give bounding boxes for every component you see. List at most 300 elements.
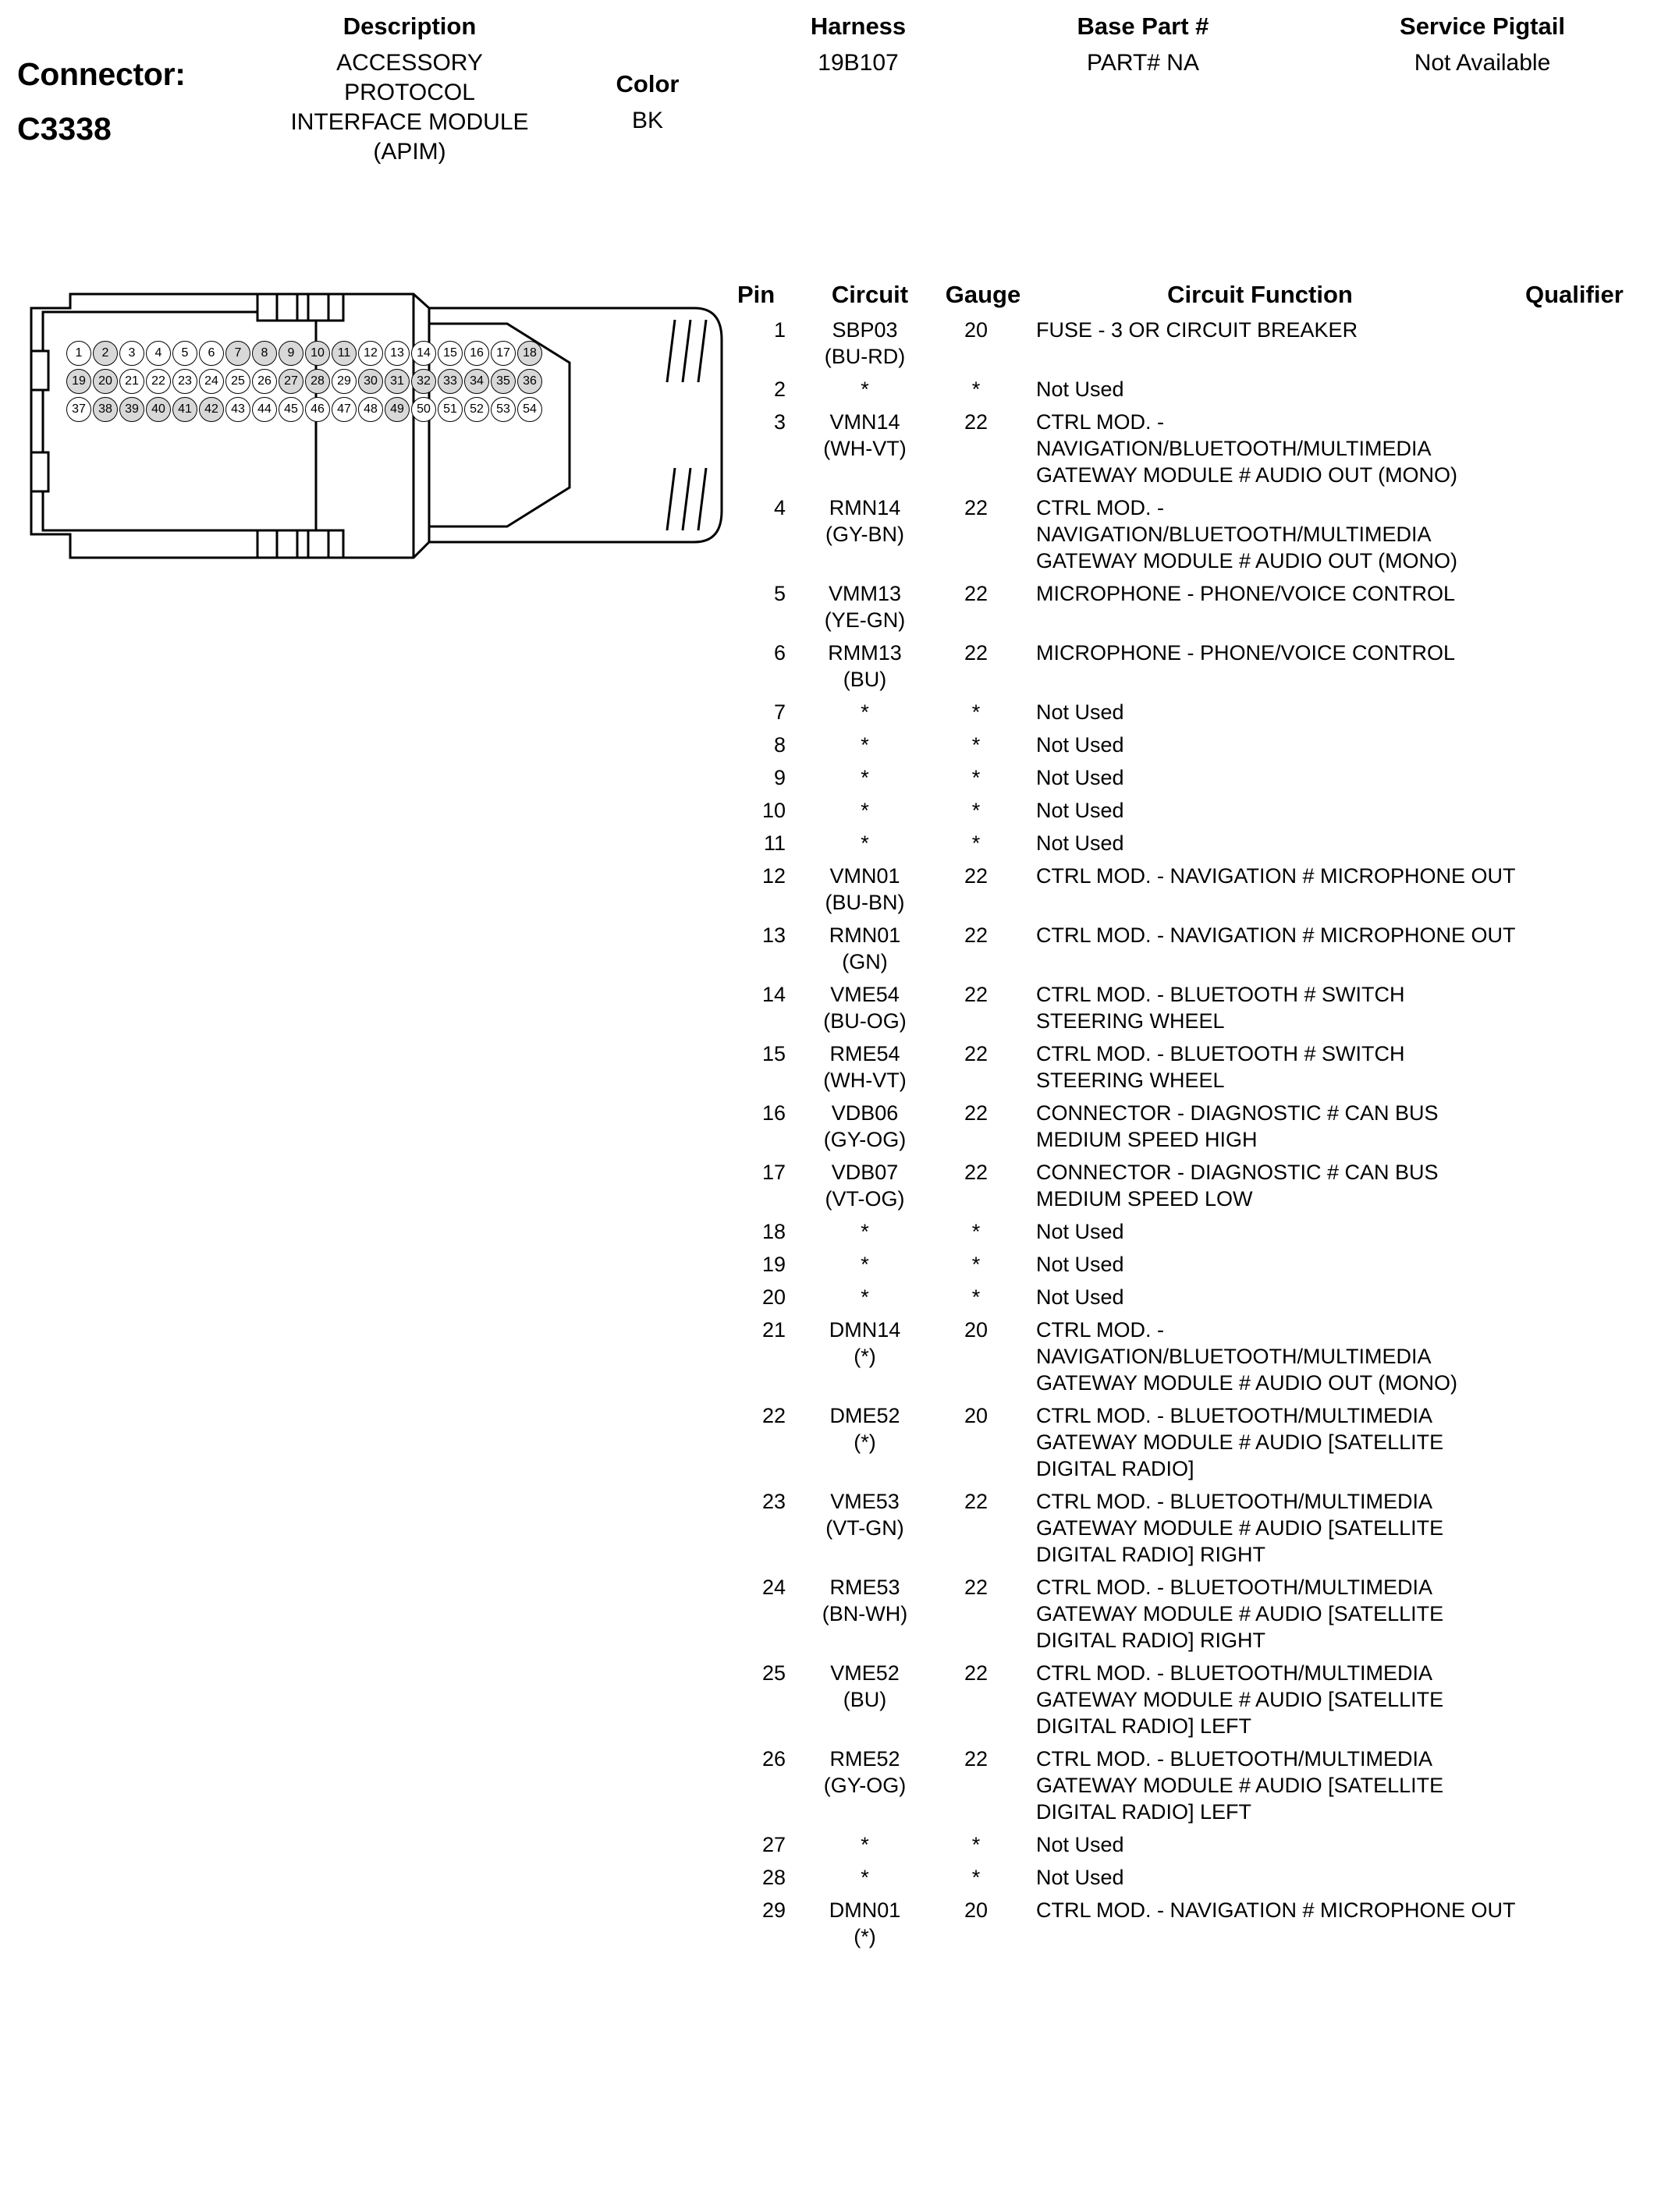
pin-23[interactable]: 23 xyxy=(172,369,197,394)
service-pigtail-value: Not Available xyxy=(1414,50,1551,76)
table-row xyxy=(737,830,1642,856)
pin-33[interactable]: 33 xyxy=(438,369,463,394)
cell-pin: 1 xyxy=(773,318,786,342)
circuit-color: (YE-GN) xyxy=(824,608,906,632)
cell-circuit-function: FUSE - 3 OR CIRCUIT BREAKER xyxy=(1036,318,1358,342)
page-header xyxy=(0,0,1654,226)
cell-qualifier xyxy=(1517,1218,1642,1245)
pin-43[interactable]: 43 xyxy=(225,397,250,422)
pin-19[interactable]: 19 xyxy=(66,369,91,394)
circuit-color: (BU-BN) xyxy=(825,891,905,914)
pin-table-body xyxy=(737,317,1642,1950)
cell-qualifier xyxy=(1517,1159,1642,1212)
cell-qualifier xyxy=(1517,1746,1642,1825)
cell-qualifier xyxy=(1517,640,1642,693)
pin-47[interactable]: 47 xyxy=(332,397,357,422)
circuit-color: (*) xyxy=(854,1345,876,1368)
cell-circuit-function: Not Used xyxy=(1036,1220,1124,1243)
pin-50[interactable]: 50 xyxy=(411,397,436,422)
cell-circuit-function: CTRL MOD. - BLUETOOTH # SWITCH STEERING WHEEL xyxy=(1036,983,1405,1033)
base-part-column xyxy=(1014,12,1272,78)
cell-circuit-function: CTRL MOD. - NAVIGATION/BLUETOOTH/MULTIMEDIA GATEWAY MODULE # AUDIO OUT (MONO) xyxy=(1036,410,1458,487)
pin-30[interactable]: 30 xyxy=(358,369,383,394)
header-gauge: Gauge xyxy=(945,281,1021,308)
header-circuit: Circuit xyxy=(831,281,909,308)
cell-circuit xyxy=(797,699,933,725)
circuit-code: VDB07 xyxy=(831,1161,899,1184)
cell-pin: 2 xyxy=(773,378,786,401)
cell-pin: 29 xyxy=(761,1898,786,1922)
pin-16[interactable]: 16 xyxy=(464,341,489,366)
cell-qualifier xyxy=(1517,922,1642,975)
cell-qualifier xyxy=(1517,1864,1642,1891)
cell-circuit-function: Not Used xyxy=(1036,831,1124,855)
cell-pin: 16 xyxy=(761,1101,786,1125)
pin-48[interactable]: 48 xyxy=(358,397,383,422)
cell-qualifier xyxy=(1517,1040,1642,1094)
cell-circuit xyxy=(797,409,933,488)
cell-qualifier xyxy=(1517,580,1642,633)
cell-qualifier xyxy=(1517,732,1642,758)
cell-gauge: * xyxy=(971,733,981,757)
circuit-code: RMN14 xyxy=(829,496,901,519)
cell-gauge: * xyxy=(971,700,981,724)
pin-51[interactable]: 51 xyxy=(438,397,463,422)
cell-pin: 5 xyxy=(773,582,786,605)
connector-id: C3338 xyxy=(17,111,112,147)
circuit-code: RME53 xyxy=(829,1576,900,1599)
cell-pin: 20 xyxy=(761,1285,786,1309)
cell-gauge: 20 xyxy=(964,1404,988,1427)
cell-qualifier xyxy=(1517,1897,1642,1950)
cell-circuit xyxy=(797,764,933,791)
table-row xyxy=(737,640,1642,693)
circuit-color: (GY-BN) xyxy=(825,523,904,546)
cell-gauge: 22 xyxy=(964,864,988,888)
pin-36[interactable]: 36 xyxy=(517,369,542,394)
cell-gauge: 20 xyxy=(964,318,988,342)
cell-gauge: * xyxy=(971,1220,981,1243)
pin-row xyxy=(66,341,544,369)
pin-17[interactable]: 17 xyxy=(491,341,516,366)
cell-pin: 8 xyxy=(773,733,786,757)
cell-circuit xyxy=(797,580,933,633)
service-pigtail-title: Service Pigtail xyxy=(1400,12,1565,40)
circuit-code: * xyxy=(861,378,869,401)
pin-53[interactable]: 53 xyxy=(491,397,516,422)
cell-pin: 6 xyxy=(773,641,786,665)
cell-circuit-function: Not Used xyxy=(1036,1833,1124,1856)
pin-20[interactable]: 20 xyxy=(93,369,118,394)
pin-26[interactable]: 26 xyxy=(252,369,277,394)
cell-qualifier xyxy=(1517,317,1642,370)
connector-outline-svg xyxy=(23,277,749,581)
circuit-code: VME54 xyxy=(830,983,900,1006)
cell-qualifier xyxy=(1517,1317,1642,1396)
circuit-code: * xyxy=(861,1253,869,1276)
cell-pin: 25 xyxy=(761,1661,786,1685)
cell-circuit xyxy=(797,1251,933,1278)
cell-gauge: * xyxy=(971,1253,981,1276)
circuit-code: * xyxy=(861,831,869,855)
cell-qualifier xyxy=(1517,495,1642,574)
pin-8[interactable]: 8 xyxy=(252,341,277,366)
pin-row xyxy=(66,369,544,397)
pin-25[interactable]: 25 xyxy=(225,369,250,394)
circuit-code: DMN01 xyxy=(829,1898,901,1922)
pin-49[interactable]: 49 xyxy=(385,397,410,422)
cell-circuit-function: CTRL MOD. - NAVIGATION/BLUETOOTH/MULTIMEDIA GATEWAY MODULE # AUDIO OUT (MONO) xyxy=(1036,496,1458,572)
circuit-code: * xyxy=(861,1285,869,1309)
cell-gauge: * xyxy=(971,766,981,789)
circuit-code: DMN14 xyxy=(829,1318,901,1342)
cell-gauge: 22 xyxy=(964,641,988,665)
circuit-color: (BU) xyxy=(843,1688,887,1711)
cell-pin: 11 xyxy=(763,831,786,855)
pin-54[interactable]: 54 xyxy=(517,397,542,422)
table-row xyxy=(737,376,1642,402)
pin-40[interactable]: 40 xyxy=(146,397,171,422)
cell-circuit-function: CTRL MOD. - BLUETOOTH/MULTIMEDIA GATEWAY MODULE # AUDIO [SATELLITE DIGITAL RADIO] RIGHT xyxy=(1036,1576,1444,1652)
pin-42[interactable]: 42 xyxy=(199,397,224,422)
cell-circuit xyxy=(797,1159,933,1212)
pin-35[interactable]: 35 xyxy=(491,369,516,394)
cell-circuit-function: MICROPHONE - PHONE/VOICE CONTROL xyxy=(1036,582,1456,605)
circuit-color: (VT-OG) xyxy=(825,1187,905,1211)
cell-gauge: * xyxy=(971,1866,981,1889)
cell-gauge: 22 xyxy=(964,1576,988,1599)
table-row xyxy=(737,1864,1642,1891)
pin-12[interactable]: 12 xyxy=(358,341,383,366)
circuit-code: RME52 xyxy=(829,1747,900,1771)
pin-29[interactable]: 29 xyxy=(332,369,357,394)
pin-14[interactable]: 14 xyxy=(411,341,436,366)
circuit-color: (*) xyxy=(854,1925,876,1948)
table-row xyxy=(737,317,1642,370)
cell-circuit xyxy=(797,1864,933,1891)
cell-gauge: * xyxy=(971,831,981,855)
cell-circuit xyxy=(797,1488,933,1568)
cell-circuit xyxy=(797,1746,933,1825)
table-row xyxy=(737,580,1642,633)
table-row xyxy=(737,1100,1642,1153)
cell-circuit-function: Not Used xyxy=(1036,700,1124,724)
circuit-color: (VT-GN) xyxy=(825,1516,904,1540)
cell-circuit xyxy=(797,732,933,758)
pin-3[interactable]: 3 xyxy=(119,341,144,366)
cell-qualifier xyxy=(1517,1284,1642,1310)
base-part-value: PART# NA xyxy=(1087,50,1199,76)
cell-circuit xyxy=(797,1402,933,1482)
pin-13[interactable]: 13 xyxy=(385,341,410,366)
table-row xyxy=(737,495,1642,574)
cell-pin: 10 xyxy=(761,799,786,822)
cell-gauge: * xyxy=(971,378,981,401)
cell-pin: 3 xyxy=(773,410,786,434)
table-row xyxy=(737,1159,1642,1212)
circuit-code: * xyxy=(861,766,869,789)
pin-9[interactable]: 9 xyxy=(279,341,303,366)
pin-37[interactable]: 37 xyxy=(66,397,91,422)
cell-pin: 12 xyxy=(761,864,786,888)
cell-pin: 23 xyxy=(761,1490,786,1513)
circuit-code: RMM13 xyxy=(828,641,902,665)
cell-circuit xyxy=(797,1831,933,1858)
circuit-code: VDB06 xyxy=(831,1101,899,1125)
table-row xyxy=(737,764,1642,791)
cell-circuit-function: Not Used xyxy=(1036,378,1124,401)
pin-32[interactable]: 32 xyxy=(411,369,436,394)
table-row xyxy=(737,1897,1642,1950)
table-row xyxy=(737,732,1642,758)
circuit-code: DME52 xyxy=(829,1404,900,1427)
pin-10[interactable]: 10 xyxy=(305,341,330,366)
base-part-title: Base Part # xyxy=(1077,12,1209,40)
cell-circuit-function: Not Used xyxy=(1036,733,1124,757)
cell-pin: 28 xyxy=(761,1866,786,1889)
circuit-code: VMM13 xyxy=(828,582,902,605)
pin-38[interactable]: 38 xyxy=(93,397,118,422)
cell-gauge: 22 xyxy=(964,496,988,519)
cell-qualifier xyxy=(1517,830,1642,856)
pin-2[interactable]: 2 xyxy=(93,341,118,366)
cell-circuit xyxy=(797,1218,933,1245)
cell-pin: 21 xyxy=(761,1318,786,1342)
circuit-color: (BU-RD) xyxy=(824,345,906,368)
circuit-code: VMN01 xyxy=(829,864,900,888)
table-row xyxy=(737,1284,1642,1310)
circuit-code: VMN14 xyxy=(829,410,900,434)
circuit-code: VME52 xyxy=(830,1661,900,1685)
circuit-code: RME54 xyxy=(829,1042,900,1065)
cell-pin: 15 xyxy=(761,1042,786,1065)
table-row xyxy=(737,797,1642,824)
cell-pin: 26 xyxy=(761,1747,786,1771)
circuit-code: * xyxy=(861,1833,869,1856)
header-qualifier: Qualifier xyxy=(1525,281,1624,308)
pin-18[interactable]: 18 xyxy=(517,341,542,366)
cell-gauge: 22 xyxy=(964,923,988,947)
cell-qualifier xyxy=(1517,863,1642,916)
circuit-color: (GY-OG) xyxy=(823,1128,907,1151)
circuit-code: RMN01 xyxy=(829,923,901,947)
cell-circuit-function: CTRL MOD. - NAVIGATION # MICROPHONE OUT xyxy=(1036,923,1516,947)
table-row xyxy=(737,1831,1642,1858)
circuit-code: * xyxy=(861,733,869,757)
description-title: Description xyxy=(343,12,477,40)
cell-circuit-function: Not Used xyxy=(1036,799,1124,822)
cell-circuit-function: CTRL MOD. - NAVIGATION # MICROPHONE OUT xyxy=(1036,1898,1516,1922)
cell-qualifier xyxy=(1517,1402,1642,1482)
circuit-color: (WH-VT) xyxy=(823,1069,907,1092)
color-column xyxy=(577,70,718,136)
cell-circuit-function: CTRL MOD. - BLUETOOTH/MULTIMEDIA GATEWAY MODULE # AUDIO [SATELLITE DIGITAL RADIO] LEFT xyxy=(1036,1661,1444,1738)
cell-circuit-function: CTRL MOD. - BLUETOOTH/MULTIMEDIA GATEWAY MODULE # AUDIO [SATELLITE DIGITAL RADIO] LEFT xyxy=(1036,1747,1444,1824)
cell-qualifier xyxy=(1517,797,1642,824)
cell-gauge: 22 xyxy=(964,1161,988,1184)
table-row xyxy=(737,1402,1642,1482)
pin-5[interactable]: 5 xyxy=(172,341,197,366)
cell-circuit xyxy=(797,1100,933,1153)
cell-circuit xyxy=(797,1284,933,1310)
table-row xyxy=(737,1317,1642,1396)
cell-qualifier xyxy=(1517,764,1642,791)
table-row xyxy=(737,981,1642,1034)
service-pigtail-column xyxy=(1326,12,1638,78)
circuit-code: * xyxy=(861,1220,869,1243)
cell-circuit xyxy=(797,863,933,916)
pin-44[interactable]: 44 xyxy=(252,397,277,422)
cell-qualifier xyxy=(1517,699,1642,725)
cell-gauge: 22 xyxy=(964,983,988,1006)
table-row xyxy=(737,409,1642,488)
cell-circuit xyxy=(797,1660,933,1739)
cell-pin: 18 xyxy=(761,1220,786,1243)
pin-4[interactable]: 4 xyxy=(146,341,171,366)
cell-circuit xyxy=(797,922,933,975)
cell-gauge: 22 xyxy=(964,1042,988,1065)
cell-gauge: * xyxy=(971,799,981,822)
cell-qualifier xyxy=(1517,1574,1642,1654)
circuit-color: (GN) xyxy=(842,950,888,973)
table-row xyxy=(737,1746,1642,1825)
cell-circuit-function: Not Used xyxy=(1036,1866,1124,1889)
pin-table xyxy=(737,281,1642,1956)
pin-24[interactable]: 24 xyxy=(199,369,224,394)
cell-pin: 14 xyxy=(761,983,786,1006)
cell-gauge: * xyxy=(971,1285,981,1309)
cell-circuit xyxy=(797,1040,933,1094)
pin-11[interactable]: 11 xyxy=(332,341,357,366)
cell-qualifier xyxy=(1517,376,1642,402)
pin-22[interactable]: 22 xyxy=(146,369,171,394)
cell-qualifier xyxy=(1517,1488,1642,1568)
cell-circuit-function: CONNECTOR - DIAGNOSTIC # CAN BUS MEDIUM SPEED LOW xyxy=(1036,1161,1439,1211)
pin-28[interactable]: 28 xyxy=(305,369,330,394)
cell-circuit xyxy=(797,1897,933,1950)
table-row xyxy=(737,1218,1642,1245)
circuit-color: (BU-OG) xyxy=(823,1009,907,1033)
cell-circuit-function: Not Used xyxy=(1036,766,1124,789)
table-row xyxy=(737,1574,1642,1654)
pin-7[interactable]: 7 xyxy=(225,341,250,366)
circuit-code: * xyxy=(861,700,869,724)
color-title: Color xyxy=(616,70,680,97)
cell-circuit xyxy=(797,797,933,824)
cell-gauge: * xyxy=(971,1833,981,1856)
header-pin: Pin xyxy=(737,281,776,308)
pin-39[interactable]: 39 xyxy=(119,397,144,422)
table-row xyxy=(737,1040,1642,1094)
pin-table-header xyxy=(737,281,1642,317)
cell-circuit-function: CONNECTOR - DIAGNOSTIC # CAN BUS MEDIUM SPEED HIGH xyxy=(1036,1101,1439,1151)
pin-31[interactable]: 31 xyxy=(385,369,410,394)
cell-circuit xyxy=(797,1317,933,1396)
circuit-code: * xyxy=(861,799,869,822)
color-value: BK xyxy=(631,108,664,133)
pin-34[interactable]: 34 xyxy=(464,369,489,394)
connector-label: Connector: xyxy=(17,56,186,92)
cell-circuit xyxy=(797,1574,933,1654)
header-function: Circuit Function xyxy=(1167,281,1353,308)
cell-pin: 9 xyxy=(773,766,786,789)
cell-circuit xyxy=(797,640,933,693)
cell-gauge: 22 xyxy=(964,1490,988,1513)
circuit-code: VME53 xyxy=(830,1490,900,1513)
cell-circuit xyxy=(797,495,933,574)
cell-pin: 7 xyxy=(773,700,786,724)
cell-qualifier xyxy=(1517,981,1642,1034)
cell-qualifier xyxy=(1517,409,1642,488)
circuit-color: (WH-VT) xyxy=(823,437,907,460)
circuit-code: * xyxy=(861,1866,869,1889)
circuit-color: (BU) xyxy=(843,668,887,691)
cell-qualifier xyxy=(1517,1660,1642,1739)
cell-qualifier xyxy=(1517,1100,1642,1153)
cell-gauge: 20 xyxy=(964,1898,988,1922)
table-row xyxy=(737,863,1642,916)
pin-6[interactable]: 6 xyxy=(199,341,224,366)
table-row xyxy=(737,1660,1642,1739)
pin-46[interactable]: 46 xyxy=(305,397,330,422)
table-row xyxy=(737,1488,1642,1568)
cell-circuit-function: CTRL MOD. - BLUETOOTH/MULTIMEDIA GATEWAY MODULE # AUDIO [SATELLITE DIGITAL RADIO] RIGHT xyxy=(1036,1490,1444,1566)
pin-21[interactable]: 21 xyxy=(119,369,144,394)
cell-gauge: 22 xyxy=(964,1101,988,1125)
cell-circuit-function: CTRL MOD. - BLUETOOTH # SWITCH STEERING WHEEL xyxy=(1036,1042,1405,1092)
pin-1[interactable]: 1 xyxy=(66,341,91,366)
cell-pin: 24 xyxy=(761,1576,786,1599)
cell-pin: 19 xyxy=(761,1253,786,1276)
pin-45[interactable]: 45 xyxy=(279,397,303,422)
pin-41[interactable]: 41 xyxy=(172,397,197,422)
cell-gauge: 22 xyxy=(964,1747,988,1771)
cell-circuit-function: CTRL MOD. - NAVIGATION/BLUETOOTH/MULTIMEDIA GATEWAY MODULE # AUDIO OUT (MONO) xyxy=(1036,1318,1458,1395)
cell-circuit-function: MICROPHONE - PHONE/VOICE CONTROL xyxy=(1036,641,1456,665)
circuit-code: SBP03 xyxy=(832,318,898,342)
circuit-color: (BN-WH) xyxy=(822,1602,908,1625)
cell-pin: 27 xyxy=(761,1833,786,1856)
pin-row xyxy=(66,397,544,425)
description-value: ACCESSORY PROTOCOL INTERFACE MODULE (APIM) xyxy=(290,50,529,165)
cell-circuit xyxy=(797,376,933,402)
cell-pin: 4 xyxy=(773,496,786,519)
table-row xyxy=(737,922,1642,975)
cell-gauge: 22 xyxy=(964,1661,988,1685)
cell-qualifier xyxy=(1517,1251,1642,1278)
table-row xyxy=(737,699,1642,725)
cell-pin: 13 xyxy=(761,923,786,947)
pin-15[interactable]: 15 xyxy=(438,341,463,366)
connector-diagram xyxy=(23,277,749,581)
cell-gauge: 20 xyxy=(964,1318,988,1342)
circuit-color: (*) xyxy=(854,1430,876,1454)
cell-circuit xyxy=(797,317,933,370)
pin-52[interactable]: 52 xyxy=(464,397,489,422)
cell-circuit xyxy=(797,981,933,1034)
pin-grid xyxy=(66,341,544,425)
cell-circuit-function: CTRL MOD. - NAVIGATION # MICROPHONE OUT xyxy=(1036,864,1516,888)
cell-circuit-function: Not Used xyxy=(1036,1285,1124,1309)
cell-pin: 17 xyxy=(761,1161,786,1184)
cell-circuit-function: CTRL MOD. - BLUETOOTH/MULTIMEDIA GATEWAY MODULE # AUDIO [SATELLITE DIGITAL RADIO] xyxy=(1036,1404,1444,1480)
description-column xyxy=(281,12,538,167)
harness-column xyxy=(749,12,967,78)
cell-qualifier xyxy=(1517,1831,1642,1858)
cell-pin: 22 xyxy=(761,1404,786,1427)
pin-27[interactable]: 27 xyxy=(279,369,303,394)
circuit-color: (GY-OG) xyxy=(823,1774,907,1797)
